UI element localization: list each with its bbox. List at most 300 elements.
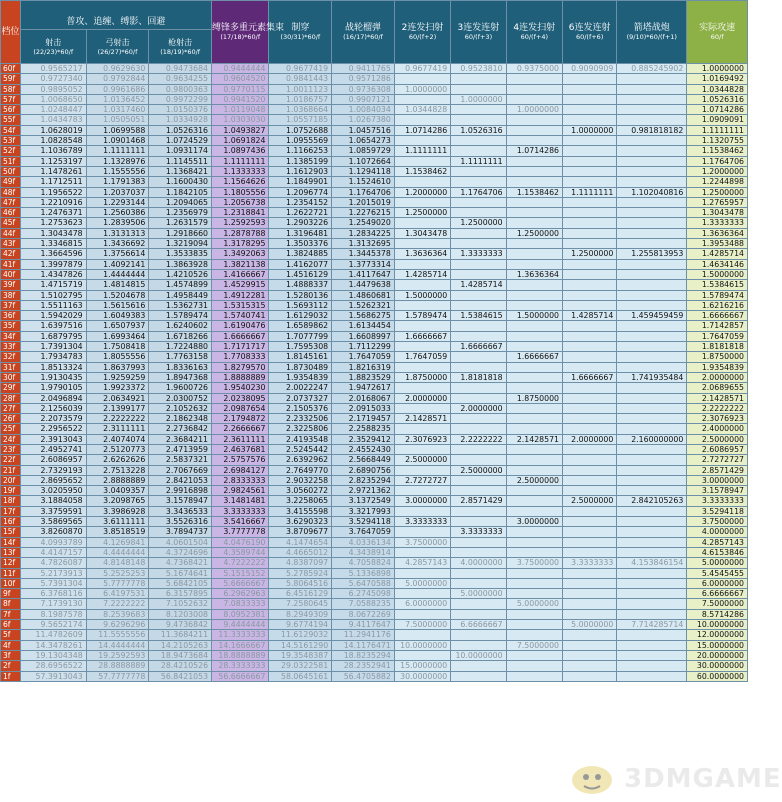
value-cell: 10.0000000 <box>394 640 450 650</box>
value-cell: 3.5294118 <box>332 517 395 527</box>
value-cell: 1.7224880 <box>149 342 212 352</box>
value-cell: 1.3178295 <box>212 239 269 249</box>
value-cell: 1.1111111 <box>212 156 269 166</box>
value-cell: 2.0022247 <box>269 383 332 393</box>
value-cell: 1.2096774 <box>269 187 332 197</box>
table-header <box>1 1 748 64</box>
value-cell: 2.0915033 <box>332 403 395 413</box>
value-cell: 9.6774194 <box>269 620 332 630</box>
value-cell <box>394 630 450 640</box>
value-cell: 2.1428571 <box>506 434 562 444</box>
level-cell: 56f <box>1 105 21 115</box>
value-cell: 11.6129032 <box>269 630 332 640</box>
value-cell: 2.5000000 <box>687 434 748 444</box>
value-cell: 3.6290323 <box>269 517 332 527</box>
value-cell: 56.6666667 <box>212 671 269 681</box>
value-cell: 1.8336163 <box>149 362 212 372</box>
value-cell: 2.1719457 <box>332 414 395 424</box>
value-cell: 3.0409357 <box>86 486 149 496</box>
value-cell: 5.1336898 <box>332 568 395 578</box>
value-cell: 4.8148148 <box>86 558 149 568</box>
value-cell: 2.1862348 <box>149 414 212 424</box>
value-cell: 1.4479638 <box>332 280 395 290</box>
value-cell: 2.4074074 <box>86 434 149 444</box>
value-cell: 1.5615616 <box>86 300 149 310</box>
value-cell: 1.2834225 <box>332 228 395 238</box>
value-cell <box>617 239 687 249</box>
value-cell <box>394 424 450 434</box>
value-cell: 1.0654273 <box>332 136 395 146</box>
level-cell: 53f <box>1 136 21 146</box>
value-cell: 4.7222222 <box>212 558 269 568</box>
value-cell: 1.0493827 <box>212 125 269 135</box>
value-cell: 2.5837321 <box>149 455 212 465</box>
value-cell <box>506 589 562 599</box>
value-cell: 19.2592593 <box>86 650 149 660</box>
value-cell: 8.0952381 <box>212 609 269 619</box>
value-cell: 1.7508418 <box>86 342 149 352</box>
value-cell: 3.1578947 <box>149 496 212 506</box>
table-row <box>1 94 748 104</box>
value-cell: 1.3863928 <box>149 259 212 269</box>
value-cell: 18.9473684 <box>149 650 212 660</box>
value-cell: 1.1555556 <box>86 166 149 176</box>
value-cell <box>563 424 617 434</box>
value-cell: 1.8947368 <box>149 372 212 382</box>
value-cell <box>563 578 617 588</box>
value-cell: 11.2941176 <box>332 630 395 640</box>
value-cell: 1.9472617 <box>332 383 395 393</box>
value-cell <box>506 125 562 135</box>
value-cell: 1.0068650 <box>20 94 86 104</box>
level-cell: 15f <box>1 527 21 537</box>
value-cell: 2.1428571 <box>687 393 748 403</box>
level-cell: 40f <box>1 269 21 279</box>
value-cell: 1.3196481 <box>269 228 332 238</box>
value-cell: 4.7058824 <box>332 558 395 568</box>
value-cell: 9.5652174 <box>20 620 86 630</box>
value-cell <box>617 331 687 341</box>
value-cell: 1.1036789 <box>20 146 86 156</box>
value-cell: 11.5555556 <box>86 630 149 640</box>
value-cell: 1.0000000 <box>687 64 748 74</box>
table-row <box>1 218 748 228</box>
value-cell <box>451 166 506 176</box>
value-cell: 2.0987654 <box>212 403 269 413</box>
value-cell <box>451 455 506 465</box>
value-cell <box>506 661 562 671</box>
table-row <box>1 630 748 640</box>
value-cell: 20.0000000 <box>687 650 748 660</box>
value-cell: 1.5384615 <box>687 280 748 290</box>
value-cell: 7.714285714 <box>617 620 687 630</box>
value-cell: 2.0168067 <box>332 393 395 403</box>
value-cell: 1.1111111 <box>394 146 450 156</box>
value-cell: 1.2354152 <box>269 197 332 207</box>
value-cell <box>563 630 617 640</box>
value-cell <box>506 74 562 84</box>
value-cell: 1.5362731 <box>149 300 212 310</box>
value-cell: 56.8421053 <box>149 671 212 681</box>
value-cell: 2.4552430 <box>332 444 395 454</box>
value-cell: 2.7067669 <box>149 465 212 475</box>
value-cell <box>506 650 562 660</box>
value-cell <box>394 444 450 454</box>
header-bow: 射击 (22/23)*60/f <box>20 30 86 64</box>
value-cell: 3.3333333 <box>451 527 506 537</box>
value-cell: 1.8216319 <box>332 362 395 372</box>
value-cell: 0.9800363 <box>149 84 212 94</box>
value-cell: 1.6190476 <box>212 321 269 331</box>
value-cell: 1.5789474 <box>394 311 450 321</box>
value-cell: 1.5262321 <box>332 300 395 310</box>
value-cell: 1.0714286 <box>394 125 450 135</box>
level-cell: 41f <box>1 259 21 269</box>
value-cell: 4.8387097 <box>269 558 332 568</box>
value-cell: 1.2056738 <box>212 197 269 207</box>
value-cell: 1.7391304 <box>20 342 86 352</box>
value-cell: 2.8421053 <box>149 475 212 485</box>
value-cell: 1.2210916 <box>20 197 86 207</box>
value-cell: 0.9736308 <box>332 84 395 94</box>
value-cell: 2.4000000 <box>687 424 748 434</box>
value-cell: 1.3953488 <box>687 239 748 249</box>
value-cell <box>394 280 450 290</box>
value-cell: 1.1328976 <box>86 156 149 166</box>
value-cell <box>394 403 450 413</box>
table-row <box>1 249 748 259</box>
value-cell: 1.2356979 <box>149 208 212 218</box>
value-cell: 2.8235294 <box>332 475 395 485</box>
value-cell: 1.9540230 <box>212 383 269 393</box>
table-row <box>1 620 748 630</box>
table-row <box>1 486 748 496</box>
value-cell <box>451 444 506 454</box>
value-cell: 1.2276215 <box>332 208 395 218</box>
value-cell: 1.4860681 <box>332 290 395 300</box>
value-cell <box>394 383 450 393</box>
value-cell: 8.0672269 <box>332 609 395 619</box>
value-cell: 3.1884058 <box>20 496 86 506</box>
value-cell <box>563 444 617 454</box>
value-cell: 2.6086957 <box>20 455 86 465</box>
value-cell: 1.5686275 <box>332 311 395 321</box>
value-cell: 7.1052632 <box>149 599 212 609</box>
level-cell: 54f <box>1 125 21 135</box>
value-cell: 2.2222222 <box>451 434 506 444</box>
level-cell: 44f <box>1 228 21 238</box>
value-cell <box>394 300 450 310</box>
value-cell: 2.3611111 <box>212 434 269 444</box>
value-cell: 6.6666667 <box>451 620 506 630</box>
table-row <box>1 74 748 84</box>
level-cell: 5f <box>1 630 21 640</box>
value-cell: 1.6666667 <box>394 331 450 341</box>
value-cell: 1.1368421 <box>149 166 212 176</box>
value-cell <box>394 609 450 619</box>
table-row <box>1 671 748 681</box>
table-row <box>1 115 748 125</box>
value-cell: 4.1474654 <box>269 537 332 547</box>
value-cell <box>451 568 506 578</box>
value-cell <box>394 321 450 331</box>
value-cell: 1.8750000 <box>394 372 450 382</box>
value-cell: 1.6993464 <box>86 331 149 341</box>
value-cell: 3.3436533 <box>149 506 212 516</box>
value-cell: 5.2525253 <box>86 568 149 578</box>
value-cell <box>394 465 450 475</box>
value-cell <box>506 208 562 218</box>
value-cell: 2.2736842 <box>149 424 212 434</box>
header-barrage: 箭塔战炮 (9/10)*60/(f+1) <box>617 1 687 64</box>
value-cell: 1.2000000 <box>394 187 450 197</box>
value-cell: 2.9721362 <box>332 486 395 496</box>
value-cell: 1.459459459 <box>617 311 687 321</box>
value-cell: 1.0344828 <box>687 84 748 94</box>
value-cell <box>617 444 687 454</box>
value-cell: 1.2500000 <box>687 187 748 197</box>
value-cell: 10.0000000 <box>451 650 506 660</box>
value-cell <box>617 403 687 413</box>
value-cell <box>506 166 562 176</box>
table-row <box>1 166 748 176</box>
value-cell: 1.2560386 <box>86 208 149 218</box>
value-cell: 2.2073579 <box>20 414 86 424</box>
table-row <box>1 403 748 413</box>
value-cell: 5.0000000 <box>506 599 562 609</box>
value-cell <box>617 136 687 146</box>
value-cell <box>506 568 562 578</box>
value-cell <box>617 166 687 176</box>
value-cell: 1.0526316 <box>687 94 748 104</box>
value-cell: 1.7647059 <box>394 352 450 362</box>
value-cell: 2.4952741 <box>20 444 86 454</box>
value-cell: 2.5668449 <box>332 455 395 465</box>
value-cell: 0.9770115 <box>212 84 269 94</box>
value-cell <box>563 280 617 290</box>
value-cell <box>563 342 617 352</box>
value-cell: 3.2258065 <box>269 496 332 506</box>
value-cell: 1.7595308 <box>269 342 332 352</box>
value-cell <box>394 218 450 228</box>
value-cell: 1.5693112 <box>269 300 332 310</box>
value-cell: 14.4444444 <box>86 640 149 650</box>
table-row <box>1 331 748 341</box>
value-cell: 3.3759591 <box>20 506 86 516</box>
value-cell <box>451 321 506 331</box>
level-cell: 60f <box>1 64 21 74</box>
value-cell <box>617 671 687 681</box>
value-cell: 7.0588235 <box>332 599 395 609</box>
value-cell: 1.7647059 <box>332 352 395 362</box>
table-row <box>1 609 748 619</box>
value-cell: 1.6666667 <box>451 342 506 352</box>
level-cell: 33f <box>1 342 21 352</box>
table-row <box>1 475 748 485</box>
value-cell <box>617 568 687 578</box>
value-cell: 1.7763158 <box>149 352 212 362</box>
value-cell <box>506 372 562 382</box>
value-cell <box>563 146 617 156</box>
value-cell: 2.3111111 <box>86 424 149 434</box>
level-cell: 46f <box>1 208 21 218</box>
value-cell: 1.0169492 <box>687 74 748 84</box>
value-cell: 3.3217993 <box>332 506 395 516</box>
value-cell <box>451 547 506 557</box>
value-cell: 1.3821138 <box>212 259 269 269</box>
value-cell: 1.4347826 <box>20 269 86 279</box>
value-cell: 2.3913043 <box>20 434 86 444</box>
table-row <box>1 650 748 660</box>
value-cell: 1.4529915 <box>212 280 269 290</box>
value-cell: 2.7329193 <box>20 465 86 475</box>
value-cell <box>506 115 562 125</box>
value-cell: 1.0955569 <box>269 136 332 146</box>
value-cell: 1.7647059 <box>687 331 748 341</box>
value-cell <box>394 527 450 537</box>
value-cell: 3.6111111 <box>86 517 149 527</box>
value-cell: 2.1794872 <box>212 414 269 424</box>
value-cell: 2.0689655 <box>687 383 748 393</box>
value-cell <box>617 609 687 619</box>
value-cell: 1.2622721 <box>269 208 332 218</box>
value-cell: 1.2903226 <box>269 218 332 228</box>
value-cell <box>617 259 687 269</box>
level-cell: 21f <box>1 465 21 475</box>
value-cell <box>451 506 506 516</box>
value-cell: 1.6666667 <box>563 372 617 382</box>
value-cell <box>394 115 450 125</box>
value-cell: 1.3445378 <box>332 249 395 259</box>
value-cell: 1.6879795 <box>20 331 86 341</box>
value-cell: 1.8637993 <box>86 362 149 372</box>
table-row <box>1 64 748 74</box>
value-cell: 2.2222222 <box>86 414 149 424</box>
value-cell: 4.0000000 <box>687 527 748 537</box>
value-cell: 1.6507937 <box>86 321 149 331</box>
table-row <box>1 434 748 444</box>
value-cell: 0.9571286 <box>332 74 395 84</box>
value-cell: 2.0634921 <box>86 393 149 403</box>
level-cell: 34f <box>1 331 21 341</box>
value-cell: 1.0150376 <box>149 105 212 115</box>
table-row <box>1 125 748 135</box>
table-row <box>1 424 748 434</box>
value-cell: 1.1385199 <box>269 156 332 166</box>
value-cell: 3.3333333 <box>687 496 748 506</box>
value-cell: 9.6296296 <box>86 620 149 630</box>
table-row <box>1 517 748 527</box>
value-cell: 2.5120773 <box>86 444 149 454</box>
table-row <box>1 547 748 557</box>
value-cell: 30.0000000 <box>394 671 450 681</box>
value-cell: 1.0186757 <box>269 94 332 104</box>
value-cell: 1.1849901 <box>269 177 332 187</box>
value-cell <box>451 486 506 496</box>
value-cell: 1.1253197 <box>20 156 86 166</box>
value-cell: 18.8235294 <box>332 650 395 660</box>
value-cell: 1.2293144 <box>86 197 149 207</box>
value-cell: 6.0000000 <box>394 599 450 609</box>
value-cell <box>617 506 687 516</box>
value-cell: 1.4117647 <box>332 269 395 279</box>
value-cell: 3.2098765 <box>86 496 149 506</box>
value-cell <box>563 300 617 310</box>
table-row <box>1 280 748 290</box>
value-cell: 5.4545455 <box>687 568 748 578</box>
value-cell <box>506 414 562 424</box>
value-cell: 14.3478261 <box>20 640 86 650</box>
value-cell <box>451 362 506 372</box>
value-cell: 1.0505051 <box>86 115 149 125</box>
value-cell: 4.0000000 <box>451 558 506 568</box>
value-cell: 1.0119048 <box>212 105 269 115</box>
value-cell: 1.6718266 <box>149 331 212 341</box>
value-cell: 2.5000000 <box>451 465 506 475</box>
value-cell: 4.4665012 <box>269 547 332 557</box>
value-cell: 0.9677419 <box>394 64 450 74</box>
value-cell: 2.6086957 <box>687 444 748 454</box>
value-cell <box>451 661 506 671</box>
table-row <box>1 187 748 197</box>
value-cell <box>451 383 506 393</box>
value-cell: 3.7894737 <box>149 527 212 537</box>
value-cell: 2.5000000 <box>394 455 450 465</box>
value-cell <box>506 671 562 681</box>
value-cell: 1.4285714 <box>687 249 748 259</box>
value-cell: 1.2500000 <box>451 218 506 228</box>
value-cell: 2.160000000 <box>617 434 687 444</box>
table-row <box>1 589 748 599</box>
value-cell: 1.3664596 <box>20 249 86 259</box>
value-cell: 1.0931174 <box>149 146 212 156</box>
value-cell: 1.0368664 <box>269 105 332 115</box>
value-cell <box>563 393 617 403</box>
value-cell: 2.8888889 <box>86 475 149 485</box>
value-cell <box>563 475 617 485</box>
value-cell <box>394 568 450 578</box>
value-cell: 1.9790105 <box>20 383 86 393</box>
value-cell: 14.1666667 <box>212 640 269 650</box>
value-cell <box>617 74 687 84</box>
value-cell: 1.4210526 <box>149 269 212 279</box>
value-cell: 1.2592593 <box>212 218 269 228</box>
value-cell <box>506 300 562 310</box>
table-row <box>1 146 748 156</box>
value-cell: 0.9375000 <box>506 64 562 74</box>
value-cell: 1.3333333 <box>451 249 506 259</box>
value-cell <box>451 609 506 619</box>
value-cell: 2.6262626 <box>86 455 149 465</box>
value-cell <box>451 640 506 650</box>
value-cell: 1.4634146 <box>687 259 748 269</box>
value-cell: 0.9792844 <box>86 74 149 84</box>
value-cell: 0.9961686 <box>86 84 149 94</box>
level-cell: 1f <box>1 671 21 681</box>
table-row <box>1 578 748 588</box>
value-cell <box>394 547 450 557</box>
value-cell <box>506 94 562 104</box>
value-cell: 1.1111111 <box>86 146 149 156</box>
value-cell <box>394 650 450 660</box>
value-cell <box>617 475 687 485</box>
value-cell: 7.2580645 <box>269 599 332 609</box>
table-row <box>1 259 748 269</box>
value-cell: 5.6842105 <box>149 578 212 588</box>
table-row <box>1 414 748 424</box>
value-cell: 5.0000000 <box>451 589 506 599</box>
value-cell: 1.1145511 <box>149 156 212 166</box>
